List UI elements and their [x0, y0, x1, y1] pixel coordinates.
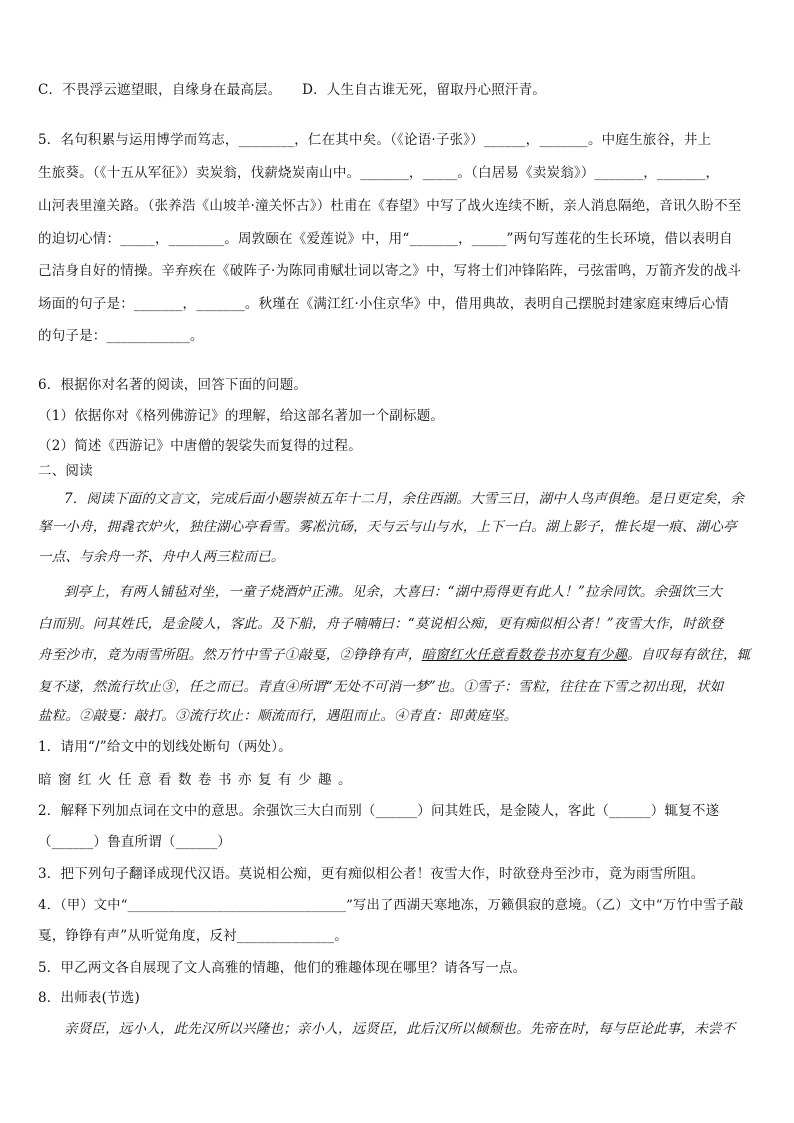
question-7-passage-line-2: 拏一小舟，拥毳衣炉火，独往湖心亭看雪。雾凇沆砀，天与云与山与水，上下一白。湖上影子，惟长堤一痕、湖心亭 — [38, 519, 737, 535]
passage-text-after-underline: 。自叹每有欲往，辄 — [627, 647, 751, 663]
question-5-line-4: 的迫切心情：_____，________。周敦颐在《爱莲说》中，用“_______，_____”两句写莲花的生长环境，借以表明自 — [38, 231, 733, 247]
question-5-line-7: 的句子是：____________。 — [38, 328, 204, 344]
question-6-part-2: （2）简述《西游记》中唐僧的袈裟失而复得的过程。 — [38, 438, 362, 454]
subquestion-1: 1．请用“/”给文中的划线处断句（两处）。 — [38, 739, 292, 755]
option-c-d-line: C．不畏浮云遮望眼，自缘身在最高层。 D．人生自古谁无死，留取丹心照汗青。 — [38, 82, 547, 98]
question-5-line-2: 生旅葵。（《十五从军征》）卖炭翁，伐薪烧炭南山中。_______，_____。（白居易《卖炭翁》）_______，_______， — [38, 165, 720, 181]
question-5-line-3: 山河表里潼关路。（张养浩《山坡羊·潼关怀古》）杜甫在《春望》中写了战火连续不断，亲人消息隔绝，音讯久盼不至 — [38, 198, 742, 214]
subquestion-4-line-2: 戛，铮铮有声”从听觉角度，反衬______________。 — [38, 928, 348, 944]
question-6-part-1: （1）依据你对《格列佛游记》的理解，给这部名著加一个副标题。 — [38, 408, 445, 424]
subquestion-3: 3．把下列句子翻译成现代汉语。莫说相公痴，更有痴似相公者！夜雪大作，时欲登舟至沙市，竟为雨雪所阻。 — [38, 866, 705, 882]
question-7-passage-line-1: 7．阅读下面的文言文，完成后面小题崇祯五年十二月，余住西湖。大雪三日，湖中人鸟声俱绝。是日更定矣，余 — [64, 491, 745, 507]
section-heading-reading: 二、阅读 — [38, 463, 93, 479]
question-7-passage-line-7: 复不遂，然流行坎止③，任之而已。青直④所谓“无处不可消一梦”也。①雪子：雪粒，往往在下雪之初出现，状如 — [38, 679, 724, 695]
question-8-passage-line-1: 亲贤臣，远小人，此先汉所以兴隆也；亲小人，远贤臣，此后汉所以倾颓也。先帝在时，每与臣论此事，未尝不 — [64, 1021, 736, 1037]
question-5-line-1: 5．名句积累与运用博学而笃志，________，仁在其中矣。（《论语·子张》）______，_______。中庭生旅谷，井上 — [38, 132, 712, 148]
question-7-passage-line-6 — [38, 645, 750, 665]
subquestion-5: 5．甲乙两文各自展现了文人高雅的情趣，他们的雅趣体现在哪里？请各写一点。 — [38, 960, 527, 976]
question-7-notes-line: 盐粒。②敲戛：敲打。③流行坎止：顺流而行，遇阻而止。④青直：即黄庭坚。 — [38, 708, 518, 724]
subquestion-4-line-1: 4．（甲）文中“________________________________”写出了西湖天寒地冻，万籁俱寂的意境。（乙）文中“万竹中雪子敲 — [38, 898, 744, 913]
subquestion-2-line-1: 2．解释下列加点词在文中的意思。余强饮三大白而别（______）问其姓氏，是金陵人，客此（______）辄复不遂 — [38, 803, 720, 819]
question-5-line-6: 场面的句子是：_______，_______。秋瑾在《满江红·小住京华》中，借用典故，表明自己摆脱封建家庭束缚后心情 — [38, 296, 729, 312]
underlined-sentence: 暗窗红火任意看数卷书亦复有少趣 — [421, 647, 628, 663]
question-8-title: 8．出师表(节选) — [38, 990, 140, 1006]
question-5-line-5: 己洁身自好的情操。辛弃疾在《破阵子·为陈同甫赋壮词以寄之》中，写将士们冲锋陷阵，弓弦雷鸣，万箭齐发的战斗 — [38, 263, 742, 279]
passage-text-before-underline: 舟至沙市，竟为雨雪所阻。然万竹中雪子①敲戛，②铮铮有声， — [38, 647, 422, 663]
question-6-stem: 6．根据你对名著的阅读，回答下面的问题。 — [38, 377, 308, 393]
question-7-passage-line-3: 一点、与余舟一芥、舟中人两三粒而已。 — [38, 549, 285, 565]
question-7-passage-line-4: 到亭上，有两人铺毡对坐，一童子烧酒炉正沸。见余，大喜曰：“湖中焉得更有此人！”拉余同饮。余强饮三大 — [64, 584, 723, 600]
subquestion-2-line-2: （______）鲁直所谓（______） — [38, 834, 231, 850]
question-7-passage-line-5: 白而别。问其姓氏，是金陵人，客此。及下船，舟子喃喃曰：“莫说相公痴，更有痴似相公者！”夜雪大作，时欲登 — [38, 616, 724, 632]
subquestion-1-sentence: 暗窗红火任意看数卷书亦复有少趣。 — [38, 772, 358, 788]
